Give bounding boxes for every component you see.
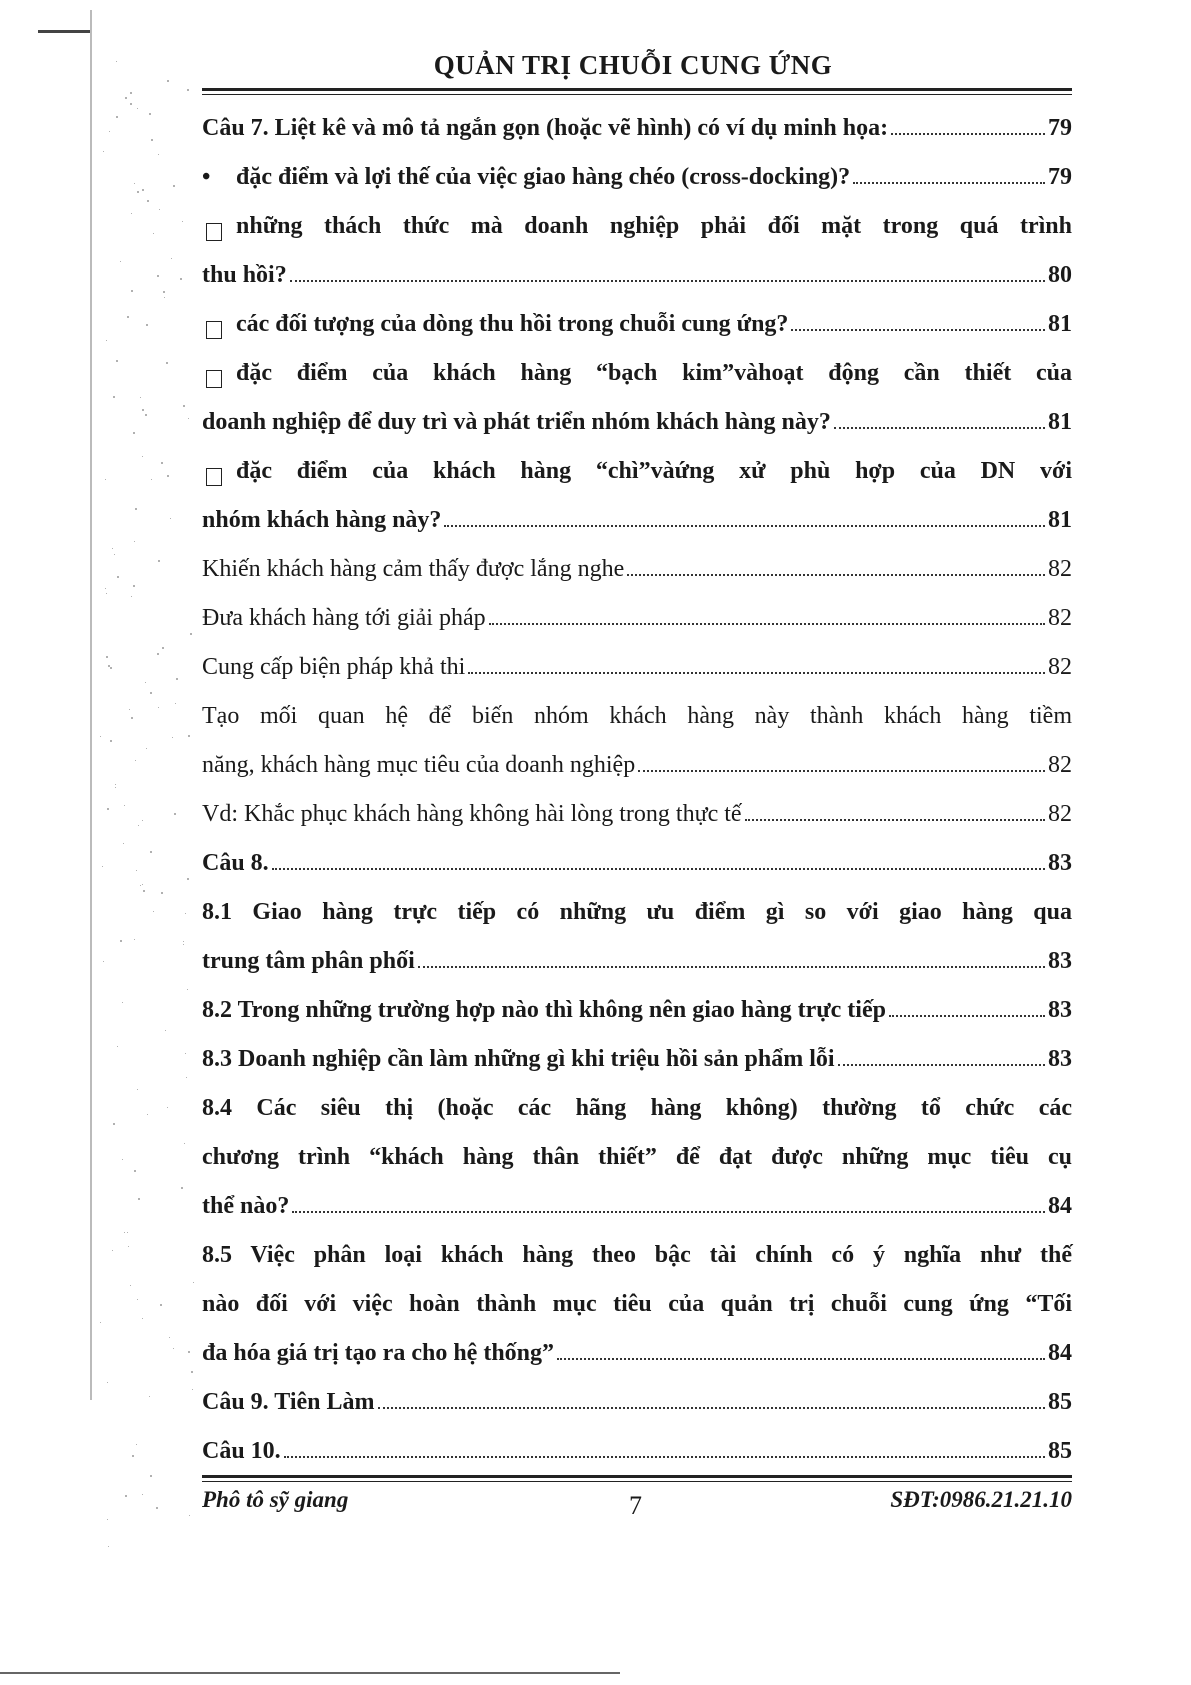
- scan-speckle: [188, 1351, 190, 1353]
- scan-speckle: [109, 131, 110, 132]
- scan-speckle: [136, 870, 137, 871]
- scan-speckle: [107, 808, 109, 810]
- scan-speckle: [142, 1318, 143, 1319]
- dot-leader: [292, 1211, 1045, 1213]
- toc-entry: [202, 1227, 1072, 1276]
- toc-entry: [202, 1031, 1072, 1080]
- toc-entry: [202, 1080, 1072, 1129]
- toc-entry: [202, 394, 1072, 443]
- scan-speckle: [110, 740, 112, 742]
- toc-page-number: 83: [1048, 948, 1072, 974]
- scan-speckle: [137, 108, 138, 109]
- toc-page-number: 85: [1048, 1389, 1072, 1415]
- bullet-icon: •: [202, 164, 211, 190]
- toc-entry: [202, 639, 1072, 688]
- scan-speckle: [167, 80, 169, 82]
- scan-speckle: [158, 154, 159, 155]
- scan-speckle: [105, 479, 106, 480]
- scan-speckle: [112, 548, 113, 549]
- scan-speckle: [113, 396, 115, 398]
- scan-speckle: [131, 290, 133, 292]
- scan-speckle: [130, 92, 132, 94]
- scan-speckle: [186, 1077, 187, 1078]
- scan-speckle: [115, 787, 116, 788]
- scan-speckle: [173, 1348, 174, 1349]
- toc-entry-text: chương trình “khách hàng thân thiết” để đạt được những mục tiêu cụ: [202, 1144, 1072, 1170]
- toc-entry: [202, 590, 1072, 639]
- toc-page-number: 81: [1048, 507, 1072, 533]
- toc-entry-text: doanh nghiệp để duy trì và phát triển nhóm khách hàng này?: [202, 409, 831, 435]
- toc-entry-text: đặc điểm của khách hàng “chì”vàứng xử phù hợp của DN với: [236, 458, 1072, 484]
- scan-speckle: [143, 890, 145, 892]
- scan-speckle: [156, 1507, 158, 1509]
- toc-entry-text: Vd: Khắc phục khách hàng không hài lòng trong thực tế: [202, 801, 742, 827]
- scan-speckle: [147, 200, 149, 202]
- dot-leader: [853, 182, 1045, 184]
- toc-entry: [202, 1276, 1072, 1325]
- toc-page-number: 84: [1048, 1193, 1072, 1219]
- toc-page-number: 82: [1048, 556, 1072, 582]
- toc-page-number: 83: [1048, 1046, 1072, 1072]
- scan-speckle: [142, 189, 144, 191]
- scan-speckle: [182, 221, 183, 222]
- scan-speckle: [184, 1143, 185, 1144]
- scan-speckle: [153, 233, 154, 234]
- scan-speckle: [167, 1107, 168, 1108]
- toc-entry-text: 8.3 Doanh nghiệp cần làm những gì khi triệu hồi sản phẩm lỗi: [202, 1046, 835, 1072]
- scan-speckle: [146, 324, 148, 326]
- scan-speckle: [161, 892, 163, 894]
- scan-speckle: [187, 989, 188, 990]
- dot-leader: [557, 1358, 1045, 1360]
- scan-speckle: [138, 825, 139, 826]
- toc-entry: [202, 345, 1072, 394]
- scan-speckle: [187, 878, 189, 880]
- scan-speckle: [133, 432, 135, 434]
- scan-speckle: [130, 1285, 131, 1286]
- scan-speckle: [131, 717, 133, 719]
- scan-speckle: [189, 1515, 190, 1516]
- dot-leader: [745, 819, 1045, 821]
- scan-speckle: [157, 653, 159, 655]
- scan-speckle: [150, 1475, 152, 1477]
- toc-entry-text: 8.5 Việc phân loại khách hàng theo bậc tài chính có ý nghĩa như thế: [202, 1242, 1072, 1268]
- toc-page-number: 85: [1048, 1438, 1072, 1464]
- scan-speckle: [108, 1546, 109, 1547]
- scan-speckle: [169, 1337, 170, 1338]
- toc-entry-text: thu hồi?: [202, 262, 287, 288]
- scan-speckle: [116, 360, 118, 362]
- toc-entry: [202, 149, 1072, 198]
- scan-speckle: [142, 1494, 143, 1495]
- toc-entry-text: Tạo mối quan hệ để biến nhóm khách hàng này thành khách hàng tiềm: [202, 703, 1072, 729]
- scan-speckle: [140, 885, 141, 886]
- scan-speckle: [185, 913, 186, 914]
- toc-page-number: 79: [1048, 115, 1072, 141]
- scan-speckle: [137, 191, 139, 193]
- scan-speckle: [188, 418, 189, 419]
- scan-speckle: [131, 213, 132, 214]
- scan-speckle: [124, 805, 125, 806]
- scan-edge-mark: [38, 30, 90, 33]
- scan-speckle: [153, 911, 154, 912]
- table-of-contents: [202, 100, 1072, 1472]
- toc-entry: [202, 835, 1072, 884]
- scan-speckle: [135, 508, 137, 510]
- toc-entry: [202, 296, 1072, 345]
- toc-entry-text: 8.2 Trong những trường hợp nào thì không nên giao hàng trực tiếp: [202, 997, 886, 1023]
- scan-speckle: [174, 813, 176, 815]
- toc-entry-text: đặc điểm của khách hàng “bạch kim”vàhoạt động cần thiết của: [236, 360, 1072, 386]
- scan-speckle: [163, 291, 165, 293]
- scan-speckle: [173, 185, 175, 187]
- toc-entry-text: Câu 10.: [202, 1438, 281, 1464]
- toc-entry-text: đặc điểm và lợi thế của việc giao hàng chéo (cross-docking)?: [236, 164, 851, 190]
- toc-entry-text: Câu 9. Tiên Làm: [202, 1389, 375, 1415]
- scan-speckle: [133, 585, 135, 587]
- toc-page-number: 84: [1048, 1340, 1072, 1366]
- scan-speckle: [134, 1170, 136, 1172]
- dot-leader: [468, 672, 1045, 674]
- toc-entry: [202, 247, 1072, 296]
- scan-speckle: [183, 941, 184, 942]
- dot-leader: [838, 1064, 1045, 1066]
- checkbox-icon: [206, 321, 222, 339]
- scan-speckle: [122, 1159, 123, 1160]
- scan-bottom-line: [0, 1672, 620, 1674]
- scan-speckle: [193, 1282, 194, 1283]
- scan-speckle: [138, 1198, 140, 1200]
- dot-leader: [272, 868, 1045, 870]
- scan-speckle: [125, 97, 127, 99]
- scan-speckle: [188, 735, 190, 737]
- scan-speckle: [164, 297, 165, 298]
- toc-entry-text: Câu 7. Liệt kê và mô tả ngắn gọn (hoặc vẽ hình) có ví dụ minh họa:: [202, 115, 889, 141]
- scan-speckle: [183, 405, 185, 407]
- scan-speckle: [120, 261, 121, 262]
- scan-speckle: [107, 1519, 108, 1520]
- scan-speckle: [125, 1495, 127, 1497]
- toc-page-number: 79: [1048, 164, 1072, 190]
- dot-leader: [418, 966, 1045, 968]
- scan-speckle: [172, 737, 173, 738]
- scan-speckle: [127, 316, 129, 318]
- scan-edge-line: [90, 10, 92, 1400]
- toc-page-number: 82: [1048, 654, 1072, 680]
- dot-leader: [638, 770, 1045, 772]
- dot-leader: [444, 525, 1045, 527]
- dot-leader: [378, 1407, 1046, 1409]
- scan-speckle: [149, 113, 151, 115]
- scan-speckle: [158, 707, 159, 708]
- scan-speckle: [167, 475, 169, 477]
- toc-entry-text: 8.4 Các siêu thị (hoặc các hãng hàng không) thường tổ chức các: [202, 1095, 1072, 1121]
- toc-entry-text: Cung cấp biện pháp khả thi: [202, 654, 466, 680]
- scan-speckle: [116, 61, 117, 62]
- toc-entry: [202, 443, 1072, 492]
- scan-speckle: [123, 843, 124, 844]
- toc-entry: [202, 100, 1072, 149]
- toc-entry: [202, 198, 1072, 247]
- scan-speckle: [150, 692, 152, 694]
- scan-speckle: [166, 362, 168, 364]
- scan-speckle: [190, 633, 192, 635]
- toc-page-number: 82: [1048, 605, 1072, 631]
- scan-speckle: [151, 479, 152, 480]
- scan-speckle: [146, 748, 147, 749]
- scan-speckle: [158, 560, 160, 562]
- dot-leader: [834, 427, 1045, 429]
- scan-speckle: [187, 89, 189, 91]
- scan-speckle: [147, 1114, 148, 1115]
- toc-entry: [202, 786, 1072, 835]
- scan-speckle: [170, 518, 171, 519]
- footer-phone: SĐT:0986.21.21.10: [890, 1487, 1072, 1512]
- scan-speckle: [131, 596, 132, 597]
- scan-speckle: [142, 820, 143, 821]
- toc-page-number: 83: [1048, 997, 1072, 1023]
- scan-speckle: [130, 103, 132, 105]
- dot-leader: [891, 133, 1045, 135]
- scan-speckle: [150, 851, 152, 853]
- scan-speckle: [106, 340, 107, 341]
- dot-leader: [627, 574, 1045, 576]
- toc-entry: [202, 982, 1072, 1031]
- scan-speckle: [160, 1304, 162, 1306]
- dot-leader: [791, 329, 1045, 331]
- scan-speckle: [112, 1250, 113, 1251]
- toc-entry-text: những thách thức mà doanh nghiệp phải đối mặt trong quá trình: [236, 213, 1072, 239]
- checkbox-icon: [206, 468, 222, 486]
- toc-entry: [202, 1325, 1072, 1374]
- scan-speckle: [161, 462, 163, 464]
- toc-entry: [202, 1178, 1072, 1227]
- toc-page-number: 83: [1048, 850, 1072, 876]
- toc-entry-text: 8.1 Giao hàng trực tiếp có những ưu điểm gì so với giao hàng qua: [202, 899, 1072, 925]
- dot-leader: [290, 280, 1045, 282]
- checkbox-icon: [206, 223, 222, 241]
- scan-speckle: [137, 1299, 138, 1300]
- scan-speckle: [102, 866, 103, 867]
- scan-speckle: [114, 554, 115, 555]
- scan-speckle: [135, 760, 136, 761]
- scan-speckle: [115, 784, 116, 785]
- scan-speckle: [134, 541, 135, 542]
- page-title: QUẢN TRỊ CHUỖI CUNG ỨNG: [433, 50, 833, 80]
- scan-speckle: [124, 1232, 125, 1233]
- scan-speckle: [183, 944, 184, 945]
- scan-speckle: [159, 209, 160, 210]
- toc-entry: [202, 1423, 1072, 1472]
- scan-speckle: [175, 703, 176, 704]
- scan-speckle: [127, 1232, 128, 1233]
- scan-speckle: [145, 682, 146, 683]
- scan-speckle: [171, 258, 172, 259]
- scan-speckle: [100, 1322, 101, 1323]
- scan-speckle: [192, 1389, 193, 1390]
- scan-speckle: [103, 961, 104, 962]
- dot-leader: [284, 1456, 1045, 1458]
- footer-left-text: Phô tô sỹ giang: [202, 1487, 349, 1512]
- scan-speckle: [136, 1444, 137, 1445]
- toc-entry-text: đa hóa giá trị tạo ra cho hệ thống”: [202, 1340, 555, 1366]
- toc-entry-text: Khiến khách hàng cảm thấy được lắng nghe: [202, 556, 625, 582]
- toc-entry: [202, 737, 1072, 786]
- scan-speckle: [110, 667, 112, 669]
- toc-entry: [202, 1374, 1072, 1423]
- scan-speckle: [120, 940, 122, 942]
- toc-entry-text: trung tâm phân phối: [202, 948, 415, 974]
- scan-speckle: [191, 1371, 193, 1373]
- scan-speckle: [106, 656, 108, 658]
- toc-entry: [202, 541, 1072, 590]
- scan-speckle: [137, 1089, 138, 1090]
- toc-page-number: 82: [1048, 801, 1072, 827]
- scan-speckle: [145, 414, 147, 416]
- scan-speckle: [162, 647, 164, 649]
- checkbox-icon: [206, 370, 222, 388]
- scan-speckle: [117, 576, 119, 578]
- scan-speckle: [107, 1382, 108, 1383]
- toc-entry-text: nhóm khách hàng này?: [202, 507, 442, 533]
- toc-page-number: 82: [1048, 752, 1072, 778]
- scan-speckle: [100, 736, 101, 737]
- scan-speckle: [149, 1396, 150, 1397]
- page-number: 7: [629, 1491, 642, 1520]
- toc-entry: [202, 492, 1072, 541]
- toc-entry: [202, 884, 1072, 933]
- scan-speckle: [140, 397, 141, 398]
- toc-entry-text: các đối tượng của dòng thu hồi trong chuỗi cung ứng?: [236, 311, 789, 337]
- scan-speckle: [106, 593, 107, 594]
- page-footer: [202, 1487, 1072, 1521]
- header-rule: [202, 88, 1072, 95]
- toc-entry-text: Câu 8.: [202, 850, 269, 876]
- toc-page-number: 80: [1048, 262, 1072, 288]
- scan-speckle: [117, 1046, 118, 1047]
- scan-speckle: [122, 1002, 123, 1003]
- scan-speckle: [134, 183, 135, 184]
- scan-speckle: [176, 678, 178, 680]
- dot-leader: [489, 623, 1045, 625]
- toc-page-number: 81: [1048, 311, 1072, 337]
- toc-entry-text: thể nào?: [202, 1193, 290, 1219]
- toc-entry-text: Đưa khách hàng tới giải pháp: [202, 605, 486, 631]
- scan-speckle: [180, 278, 182, 280]
- scan-speckle: [151, 139, 153, 141]
- toc-entry-text: nào đối với việc hoàn thành mục tiêu của quản trị chuỗi cung ứng “Tối: [202, 1291, 1072, 1317]
- scan-speckle: [103, 151, 104, 152]
- scan-speckle: [181, 1187, 183, 1189]
- scan-speckle: [142, 409, 144, 411]
- scan-speckle: [105, 588, 106, 589]
- scan-speckle: [132, 1455, 134, 1457]
- scan-speckle: [142, 884, 143, 885]
- scan-speckle: [128, 1246, 129, 1247]
- scan-speckle: [129, 709, 130, 710]
- scan-speckle: [142, 456, 143, 457]
- scan-speckle: [116, 116, 118, 118]
- scan-speckle: [185, 1053, 186, 1054]
- toc-entry: [202, 688, 1072, 737]
- scan-speckle: [113, 1123, 115, 1125]
- scan-speckle: [165, 1030, 166, 1031]
- dot-leader: [889, 1015, 1045, 1017]
- toc-page-number: 81: [1048, 409, 1072, 435]
- scan-speckle: [157, 275, 159, 277]
- toc-entry-text: năng, khách hàng mục tiêu của doanh nghiệp: [202, 752, 636, 778]
- footer-rule: [202, 1475, 1072, 1482]
- toc-entry: [202, 933, 1072, 982]
- scan-speckle: [134, 939, 135, 940]
- toc-entry: [202, 1129, 1072, 1178]
